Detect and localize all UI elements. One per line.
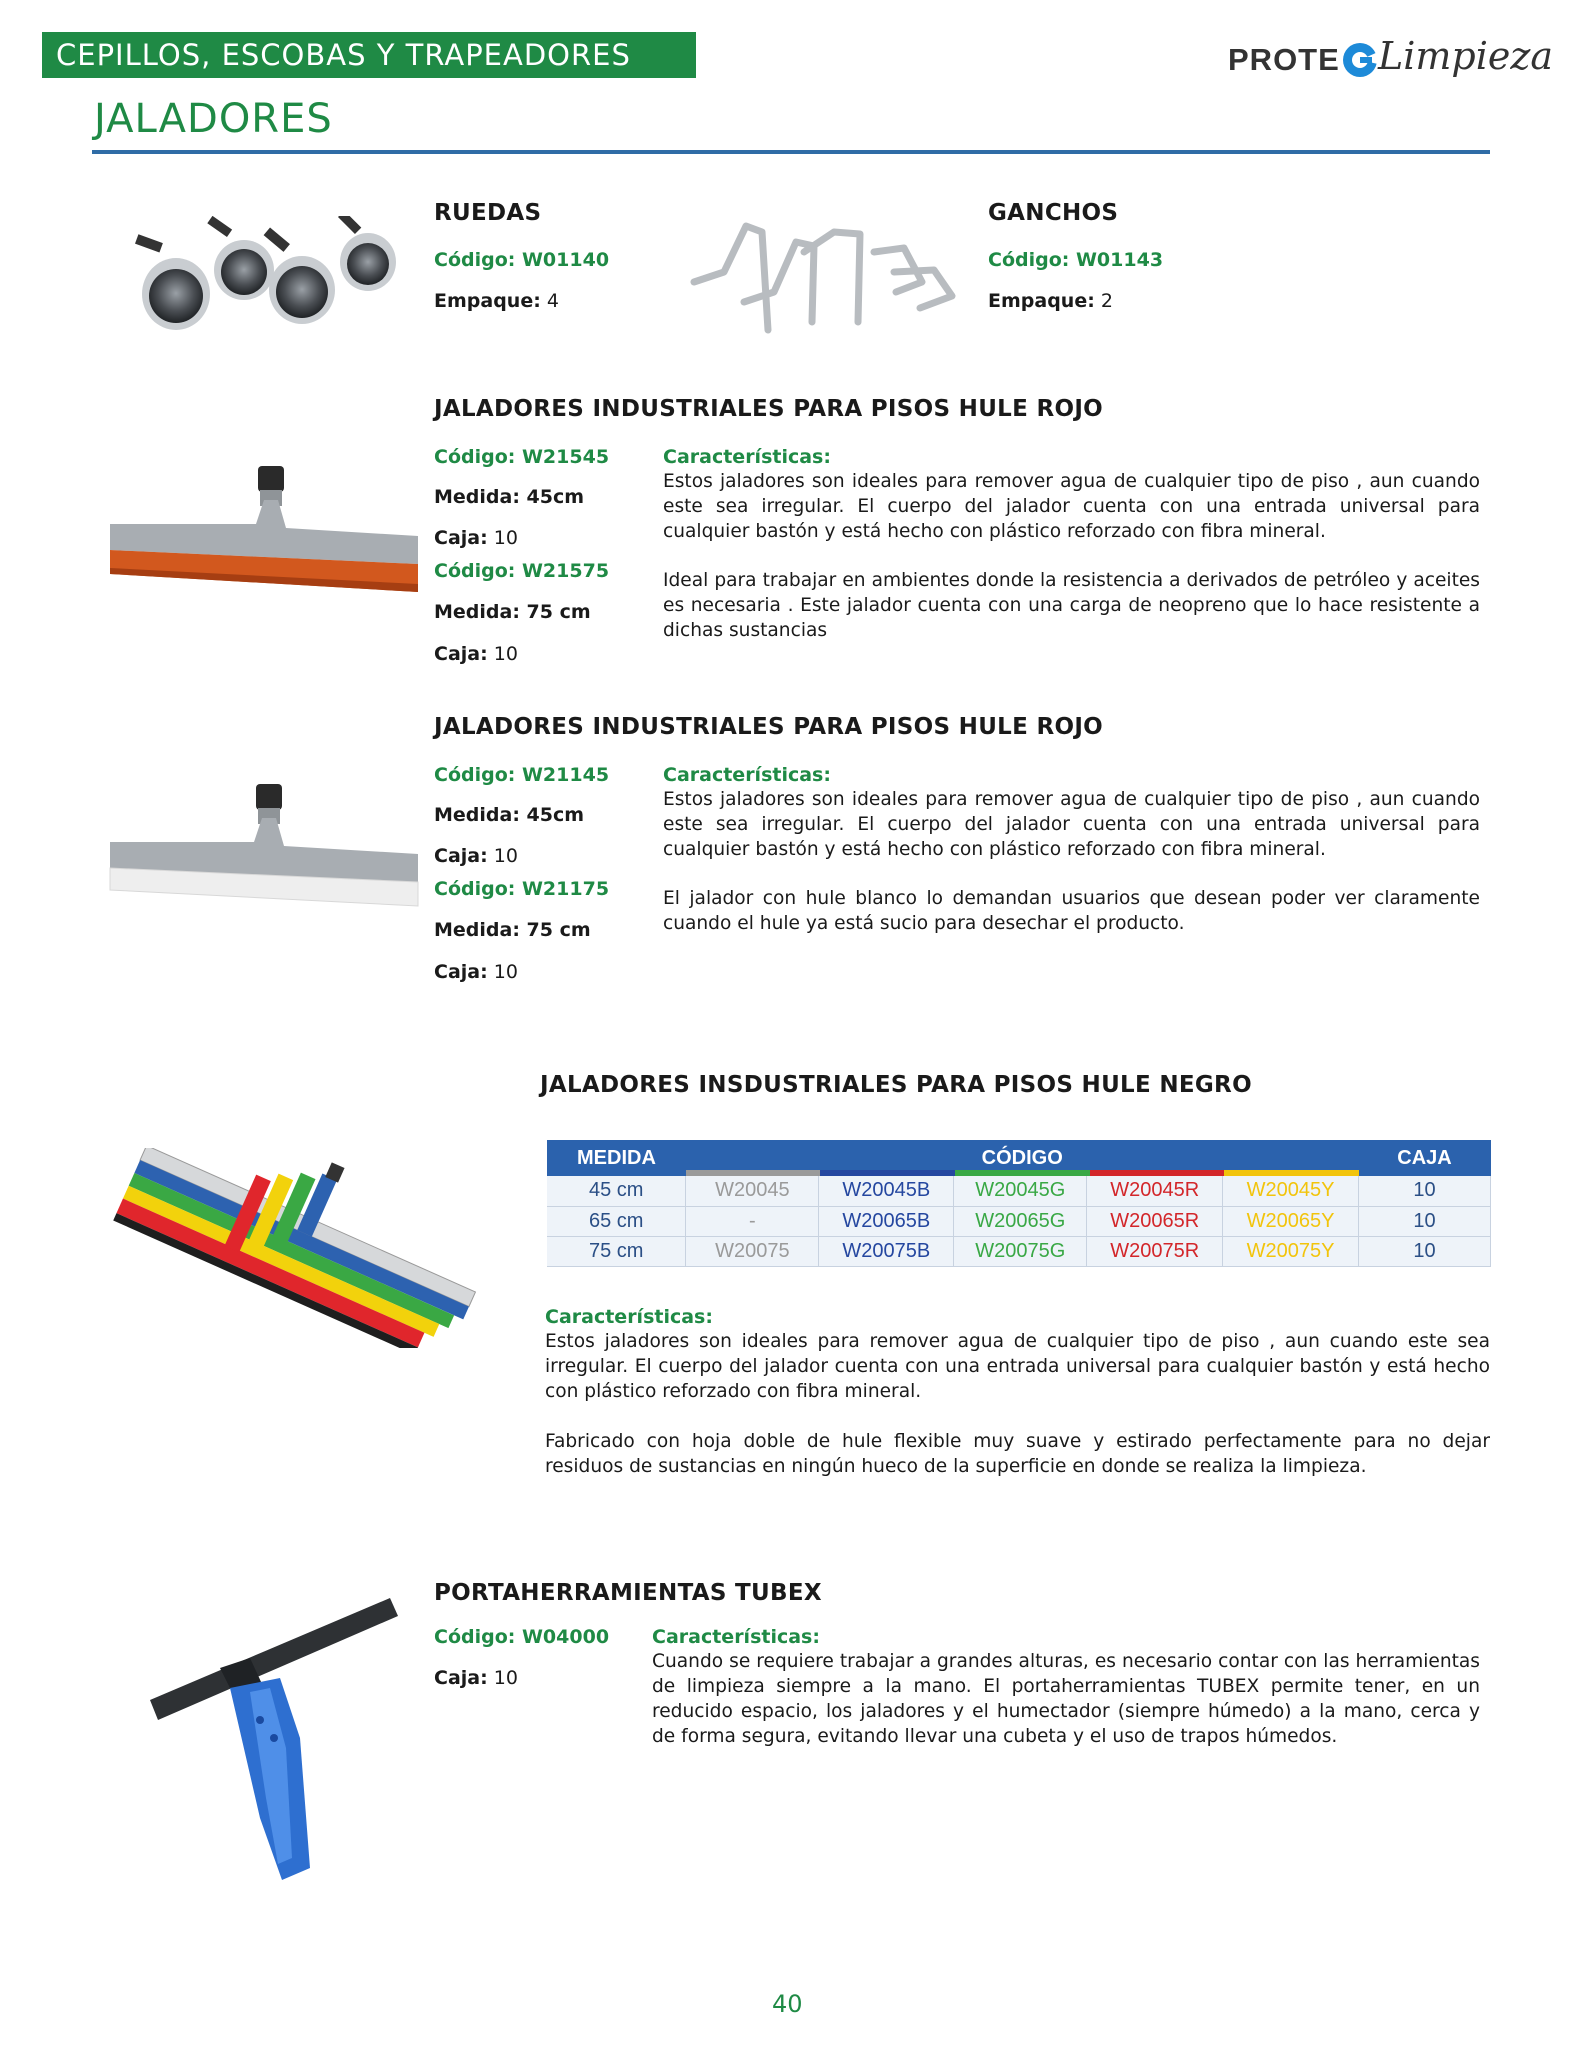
rojo-caja-2 [434,643,518,665]
caja-value: 10 [487,527,518,549]
ganchos-title: GANCHOS [988,200,1119,226]
medida-text: Medida: 45cm [434,804,585,826]
header-medida: MEDIDA [547,1140,686,1176]
medida-text: Medida: 75 cm [434,601,591,623]
negro-paragraph-1: Estos jaladores son ideales para remover agua de cualquier tipo de piso , aun cuando este sea irregular. El cuerpo del jalador cuenta con una entrada universal para cualquier bastón y está hecho con plástico reforzado con fibra mineral. [545,1331,1490,1402]
medida-text: Medida: 75 cm [434,919,591,941]
caja-label: Caja: [434,1667,488,1689]
header-codigo-label: CÓDIGO [981,1146,1063,1169]
proteg-logo-icon [1340,40,1380,80]
ruedas-image [128,216,408,346]
caja-value: 10 [487,961,518,983]
cell-medida: 45 cm [547,1176,686,1206]
cell-green: W20065G [954,1206,1087,1236]
rojo-code-2: Código: W21575 [434,560,610,582]
cell-red: W20065R [1087,1206,1223,1236]
tubex-paragraph-1: Cuando se requiere trabajar a grandes alturas, es necesario contar con las herramientas de limpieza siempre a la mano. El portaherramientas TUBEX permite tener, en un reducido espacio, los jaladores y el humectador (siempre húmedo) a la mano, cerca y de forma segura, evitando llevar una cubeta y el uso de trapos húmedos. [652,1651,1480,1747]
blanco-code-2: Código: W21175 [434,878,610,900]
pack-value: 2 [1094,290,1113,312]
rojo-paragraph-2: Ideal para trabajar en ambientes donde la resistencia a derivados de petróleo y aceites es necesaria . Este jalador cuenta con una carga de neopreno que lo hace resistente a dichas sustancias [663,570,1480,641]
page-number: 40 [772,1990,803,2018]
blanco-medida-1 [434,804,584,826]
blanco-caja-2 [434,961,518,983]
caja-label: Caja: [434,527,488,549]
cell-yellow: W20045Y [1223,1176,1359,1206]
brand-logo [1228,34,1554,92]
negro-features-heading: Características: [545,1306,713,1328]
cell-red: W20075R [1087,1236,1223,1266]
caja-label: Caja: [434,643,488,665]
caja-value: 10 [487,1667,518,1689]
blanco-caja-1 [434,845,518,867]
tubex-title: PORTAHERRAMIENTAS TUBEX [434,1580,822,1606]
cell-medida: 65 cm [547,1206,686,1236]
rojo-squeegee-image [106,464,422,624]
title-divider [92,150,1490,154]
rojo-paragraph-1: Estos jaladores son ideales para remover agua de cualquier tipo de piso , aun cuando este sea irregular. El cuerpo del jalador cuenta con una entrada universal para cualquier bastón y está hecho con plástico reforzado con fibra mineral. [663,471,1480,542]
rojo-medida-2 [434,601,591,623]
blanco-medida-2 [434,919,591,941]
negro-squeegees-image [110,1148,486,1348]
pack-value: 4 [540,290,559,312]
rojo-caja-1 [434,527,518,549]
tubex-code: Código: W04000 [434,1626,610,1648]
ganchos-pack [988,290,1113,312]
cell-green: W20075G [954,1236,1087,1266]
cell-blue: W20045B [819,1176,954,1206]
table-row [547,1206,1491,1236]
blanco-features-heading: Características: [663,764,831,786]
blanco-paragraph-1: Estos jaladores son ideales para remover agua de cualquier tipo de piso , aun cuando este sea irregular. El cuerpo del jalador cuenta con una entrada universal para cualquier bastón y está hecho con plástico reforzado con fibra mineral. [663,789,1480,860]
ruedas-title: RUEDAS [434,200,542,226]
cell-gray: W20045 [686,1176,819,1206]
ruedas-pack [434,290,559,312]
blanco-paragraph-2: El jalador con hule blanco lo demandan usuarios que desean poder ver claramente cuando el hule ya está sucio para desechar el producto. [663,888,1480,934]
cell-yellow: W20075Y [1223,1236,1359,1266]
table-row [547,1236,1491,1266]
blanco-title: JALADORES INDUSTRIALES PARA PISOS HULE ROJO [434,714,1104,740]
cell-gray: - [686,1206,819,1236]
cell-medida: 75 cm [547,1236,686,1266]
cell-caja: 10 [1359,1206,1491,1236]
pack-label: Empaque: [988,290,1095,312]
table-header-row [547,1140,1491,1176]
rojo-features-heading: Características: [663,446,831,468]
pack-label: Empaque: [434,290,541,312]
rojo-title: JALADORES INDUSTRIALES PARA PISOS HULE ROJO [434,396,1104,422]
negro-title: JALADORES INSDUSTRIALES PARA PISOS HULE NEGRO [540,1072,1252,1098]
cell-yellow: W20065Y [1223,1206,1359,1236]
header-caja: CAJA [1359,1140,1491,1176]
cell-red: W20045R [1087,1176,1223,1206]
page-title: JALADORES [94,96,333,142]
ganchos-image [684,212,960,342]
caja-value: 10 [487,643,518,665]
blanco-code-1: Código: W21145 [434,764,610,786]
cell-caja: 10 [1359,1236,1491,1266]
medida-text: Medida: 45cm [434,486,585,508]
caja-value: 10 [487,845,518,867]
rojo-code-1: Código: W21545 [434,446,610,468]
rojo-medida-1 [434,486,584,508]
caja-label: Caja: [434,961,488,983]
negro-spec-table [547,1140,1491,1267]
blanco-squeegee-image [106,782,422,932]
cell-green: W20045G [954,1176,1087,1206]
tubex-caja [434,1667,518,1689]
cell-blue: W20065B [819,1206,954,1236]
caja-label: Caja: [434,845,488,867]
color-strip [686,1170,1359,1176]
cell-gray: W20075 [686,1236,819,1266]
ruedas-code: Código: W01140 [434,249,610,271]
tubex-features-heading: Características: [652,1626,820,1648]
cell-caja: 10 [1359,1176,1491,1206]
negro-paragraph-2: Fabricado con hoja doble de hule flexible muy suave y estirado perfectamente para no dejar residuos de sustancias en ningún hueco de la superficie en donde se realiza la limpieza. [545,1431,1490,1477]
header-codigo [686,1140,1359,1176]
cell-blue: W20075B [819,1236,954,1266]
category-banner: CEPILLOS, ESCOBAS Y TRAPEADORES [42,32,696,78]
logo-script: Limpieza [1378,34,1554,78]
ganchos-code: Código: W01143 [988,249,1164,271]
logo-text: PROTE [1228,42,1340,77]
table-row [547,1176,1491,1206]
tubex-image [150,1588,400,1888]
